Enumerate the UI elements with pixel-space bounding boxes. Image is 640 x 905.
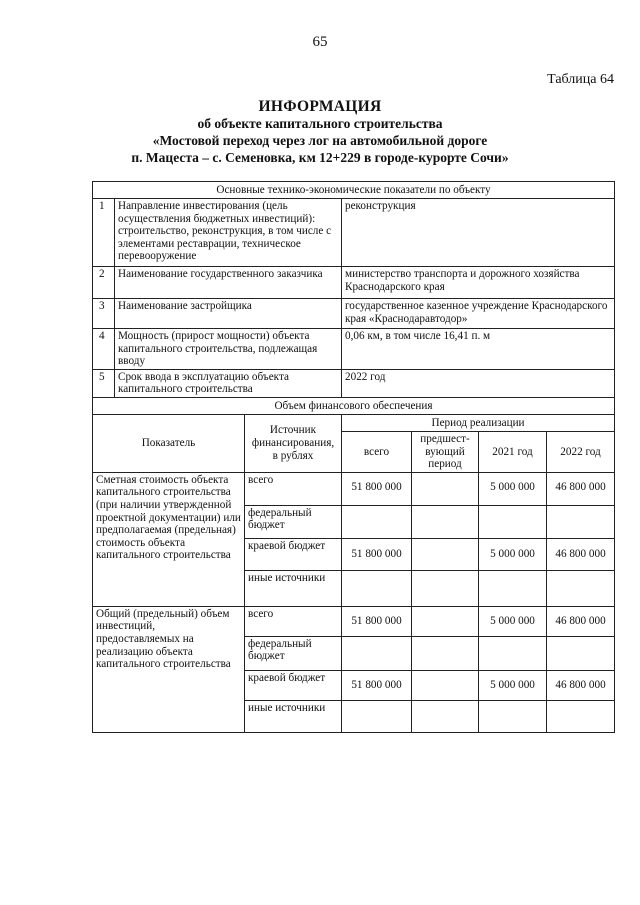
col-2021-header: 2021 год — [479, 431, 547, 472]
value-total: 51 800 000 — [342, 538, 412, 570]
indicator-label: Мощность (прирост мощности) объекта капитального строительства, подлежащая вводу — [115, 329, 342, 370]
value-prev — [412, 472, 479, 505]
indicator-value: 0,06 км, в том числе 16,41 п. м — [342, 329, 615, 370]
value-prev — [412, 505, 479, 538]
value-total — [342, 505, 412, 538]
indicator-label: Направление инвестирования (цель осуществления бюджетных инвестиций): строительство, реконструкция, в том числе с элементами реставрации, техническое перевооружение — [115, 199, 342, 267]
source-label: иные источники — [245, 700, 342, 732]
value-2022: 46 800 000 — [547, 670, 615, 700]
heading-line-1: об объекте капитального строительства — [197, 116, 443, 131]
col-total-header: всего — [342, 431, 412, 472]
source-label: всего — [245, 606, 342, 636]
value-2021 — [479, 700, 547, 732]
row-number: 3 — [93, 299, 115, 329]
indicators-header: Основные технико-экономические показатели по объекту — [93, 182, 615, 199]
source-label: федеральный бюджет — [245, 505, 342, 538]
heading-line-2: «Мостовой переход через лог на автомобильной дороге — [152, 133, 488, 148]
indicator-row — [93, 329, 615, 370]
source-label: федеральный бюджет — [245, 636, 342, 670]
value-total — [342, 636, 412, 670]
value-2022 — [547, 700, 615, 732]
value-2021: 5 000 000 — [479, 538, 547, 570]
indicator-row — [93, 199, 615, 267]
row-number: 5 — [93, 369, 115, 397]
col-source-header: Источник финансирования, в рублях — [245, 414, 342, 472]
source-label: всего — [245, 472, 342, 505]
indicator-row — [93, 369, 615, 397]
value-total: 51 800 000 — [342, 606, 412, 636]
value-2021 — [479, 570, 547, 606]
value-prev — [412, 636, 479, 670]
row-number: 4 — [93, 329, 115, 370]
value-2021: 5 000 000 — [479, 670, 547, 700]
value-total: 51 800 000 — [342, 472, 412, 505]
value-2021: 5 000 000 — [479, 472, 547, 505]
value-prev — [412, 670, 479, 700]
group-label: Сметная стоимость объекта капитального строительства (при наличии утвержденной проектной документации) или предполагаемая (предельная) стоимость объекта капитального строительства — [93, 472, 245, 606]
indicator-label: Срок ввода в эксплуатацию объекта капитального строительства — [115, 369, 342, 397]
value-prev — [412, 700, 479, 732]
value-2022: 46 800 000 — [547, 538, 615, 570]
value-prev — [412, 538, 479, 570]
value-2022 — [547, 505, 615, 538]
value-prev — [412, 570, 479, 606]
row-number: 2 — [93, 267, 115, 299]
value-2022 — [547, 570, 615, 606]
finance-row — [93, 606, 615, 636]
page-number: 65 — [312, 34, 328, 50]
value-2021 — [479, 636, 547, 670]
value-2022: 46 800 000 — [547, 472, 615, 505]
value-2022: 46 800 000 — [547, 606, 615, 636]
col-2022-header: 2022 год — [547, 431, 615, 472]
indicator-value: государственное казенное учреждение Краснодарского края «Краснодаравтодор» — [342, 299, 615, 329]
group-label: Общий (предельный) объем инвестиций, предоставляемых на реализацию объекта капитального строительства — [93, 606, 245, 732]
value-prev — [412, 606, 479, 636]
value-2021 — [479, 505, 547, 538]
object-info-table — [92, 181, 615, 733]
indicator-value: 2022 год — [342, 369, 615, 397]
value-total: 51 800 000 — [342, 670, 412, 700]
source-label: краевой бюджет — [245, 670, 342, 700]
source-label: краевой бюджет — [245, 538, 342, 570]
indicator-value: реконструкция — [342, 199, 615, 267]
heading-line-3: п. Мацеста – с. Семеновка, км 12+229 в городе-курорте Сочи» — [131, 150, 509, 165]
finance-header: Объем финансового обеспечения — [93, 397, 615, 414]
value-2022 — [547, 636, 615, 670]
indicator-row — [93, 267, 615, 299]
indicator-value: министерство транспорта и дорожного хозяйства Краснодарского края — [342, 267, 615, 299]
col-prev-header: предшест-вующий период — [412, 431, 479, 472]
value-total — [342, 570, 412, 606]
source-label: иные источники — [245, 570, 342, 606]
heading-title: ИНФОРМАЦИЯ — [258, 98, 382, 115]
value-total — [342, 700, 412, 732]
col-period-header: Период реализации — [342, 414, 615, 431]
document-heading — [0, 98, 640, 166]
indicator-label: Наименование застройщика — [115, 299, 342, 329]
indicator-row — [93, 299, 615, 329]
finance-row — [93, 472, 615, 505]
value-2021: 5 000 000 — [479, 606, 547, 636]
indicator-label: Наименование государственного заказчика — [115, 267, 342, 299]
table-label: Таблица 64 — [547, 72, 614, 87]
col-indicator-header: Показатель — [93, 414, 245, 472]
row-number: 1 — [93, 199, 115, 267]
